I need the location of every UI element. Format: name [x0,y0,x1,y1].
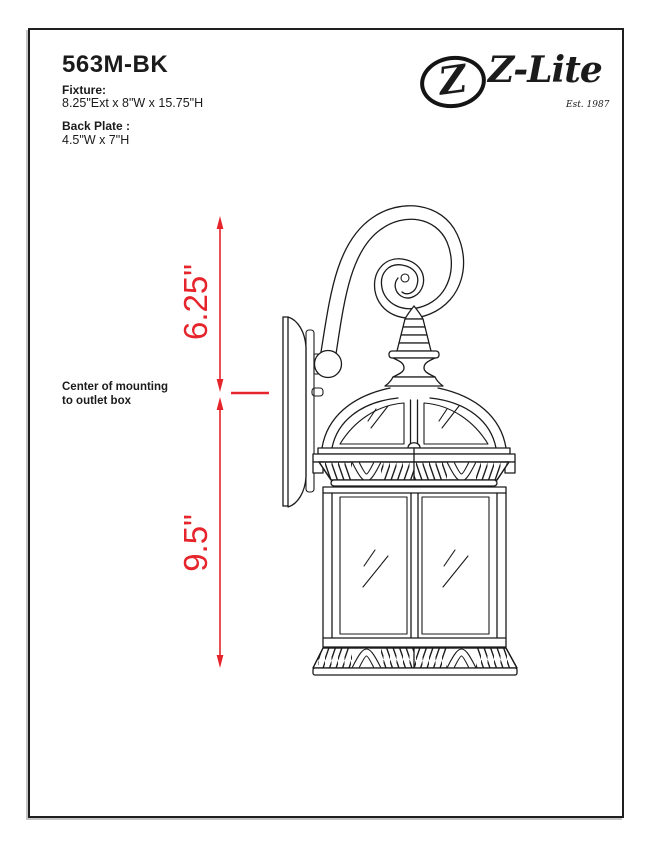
fixture-spec-value: 8.25"Ext x 8"W x 15.75"H [62,96,204,110]
page-title: 563M-BK [62,51,169,78]
dimension-label-lower: 9.5" [177,514,214,572]
mounting-note-line1: Center of mounting [62,381,169,393]
scroll-arm [321,206,464,354]
base-chevron-band [313,647,517,675]
wall-backplate [283,317,323,507]
finial [385,306,443,386]
arrowhead-up-icon [217,216,224,229]
logo-wordmark: Z-Lite [488,49,602,91]
arrowhead-up-icon [217,397,224,410]
backplate-spec-label: Back Plate : [62,119,131,133]
body-glass-hatch [363,550,468,587]
fixture-spec-label: Fixture: [62,83,107,97]
lantern-body [323,487,506,647]
glass-panel-right [422,497,489,634]
dimension-label-upper: 6.25" [177,264,214,340]
base-plate [313,668,517,675]
dimension-lines [217,216,269,668]
dome-roof [322,388,506,448]
arrowhead-down-icon [217,655,224,668]
logo-established-text: Est. 1987 [566,100,610,110]
mounting-note-line2: to outlet box [62,394,131,407]
arrowhead-down-icon [217,379,224,392]
backplate-spec-value: 4.5"W x 7"H [62,133,130,147]
glass-panel-left [340,497,407,634]
dome-glass-hatch [368,406,459,428]
mounting-ball-joint [315,351,342,378]
logo-monogram: Z [435,55,470,104]
